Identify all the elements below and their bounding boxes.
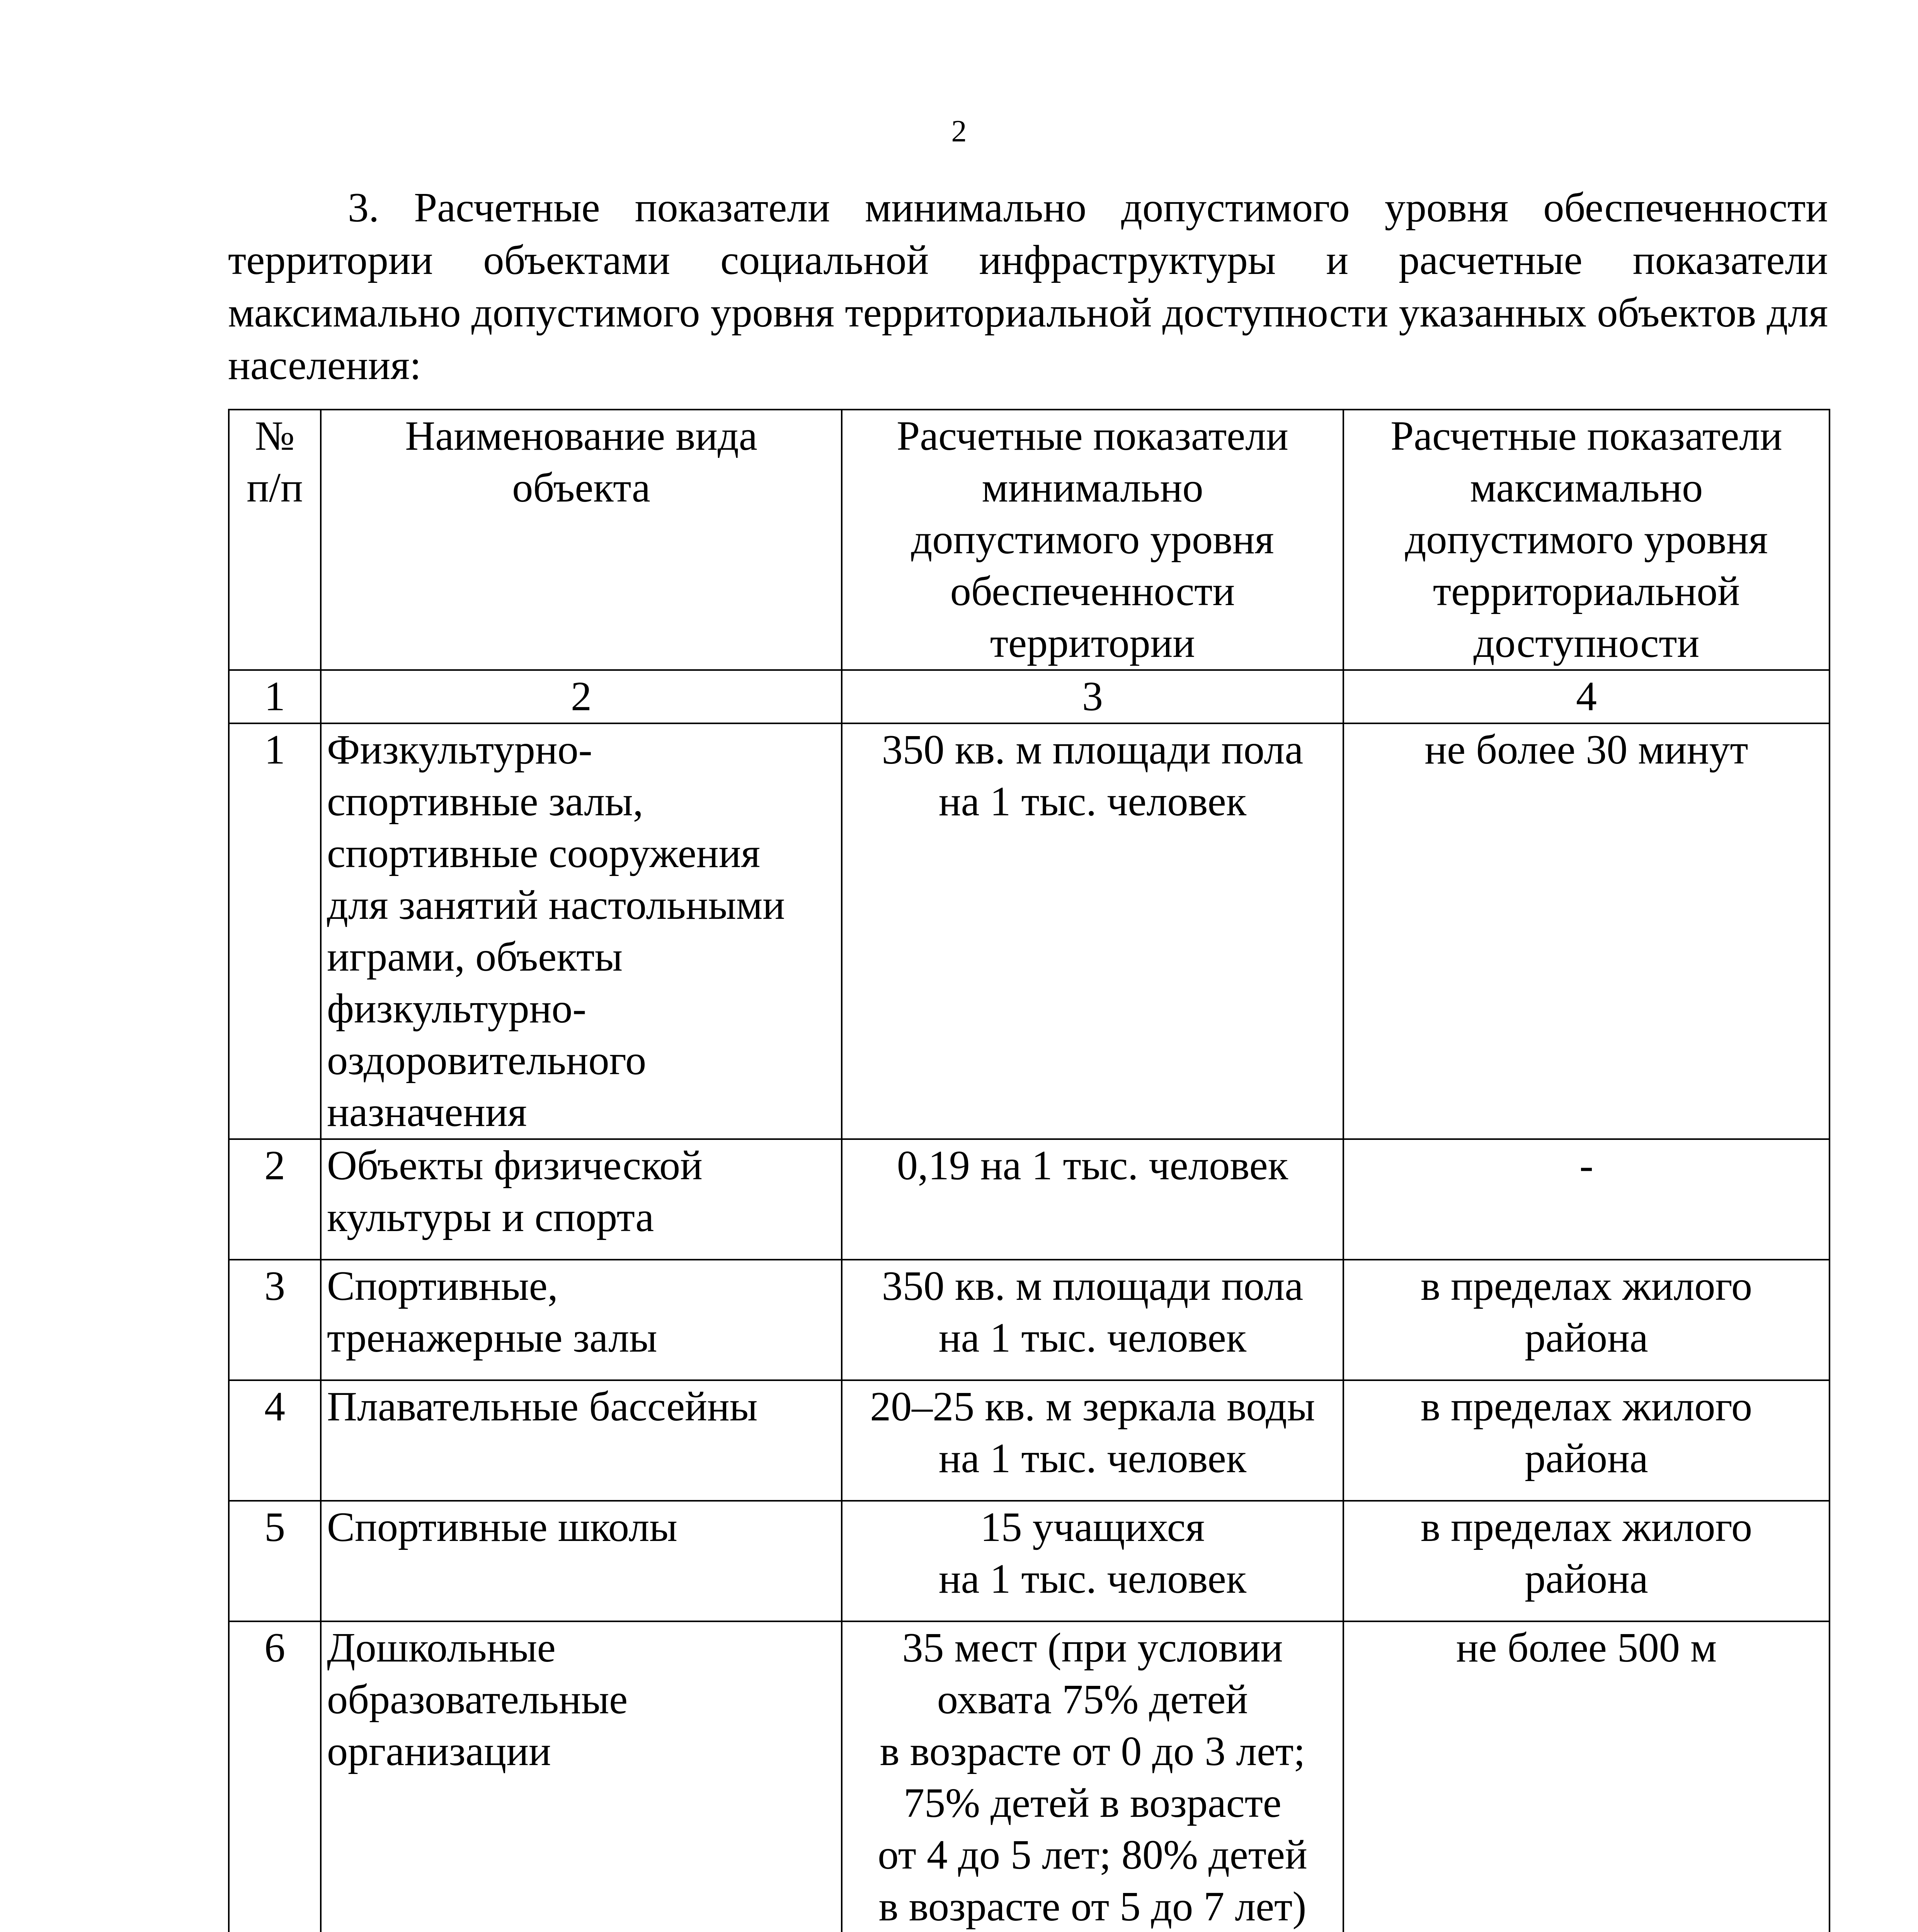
object-type: Плавательные бассейны bbox=[321, 1380, 842, 1501]
header-number: № п/п bbox=[229, 410, 321, 670]
table-row bbox=[229, 1380, 1830, 1501]
table-header-row bbox=[229, 410, 1830, 670]
table-row bbox=[229, 1621, 1830, 1932]
object-type: Физкультурно- спортивные залы, спортивные сооружения для занятий настольными играми, объекты физкультурно- оздоровительного назначения bbox=[321, 723, 842, 1139]
table-row bbox=[229, 1501, 1830, 1621]
object-type: Спортивные, тренажерные залы bbox=[321, 1260, 842, 1380]
min-provision: 35 мест (при условии охвата 75% детей в возрасте от 0 до 3 лет; 75% детей в возрасте от 4 до 5 лет; 80% детей в возрасте от 5 до 7 лет) bbox=[842, 1621, 1343, 1932]
header-max-accessibility: Расчетные показатели максимально допустимого уровня территориальной доступности bbox=[1343, 410, 1830, 670]
max-accessibility: не более 30 минут bbox=[1343, 723, 1830, 1139]
min-provision: 20–25 кв. м зеркала воды на 1 тыс. человек bbox=[842, 1380, 1343, 1501]
max-accessibility: в пределах жилого района bbox=[1343, 1380, 1830, 1501]
max-accessibility: - bbox=[1343, 1139, 1830, 1260]
row-number: 2 bbox=[229, 1139, 321, 1260]
table-row bbox=[229, 1139, 1830, 1260]
column-number: 4 bbox=[1343, 670, 1830, 723]
row-number: 6 bbox=[229, 1621, 321, 1932]
row-number: 3 bbox=[229, 1260, 321, 1380]
min-provision: 350 кв. м площади пола на 1 тыс. человек bbox=[842, 1260, 1343, 1380]
header-min-provision: Расчетные показатели минимально допустимого уровня обеспеченности территории bbox=[842, 410, 1343, 670]
header-object-type: Наименование вида объекта bbox=[321, 410, 842, 670]
min-provision: 350 кв. м площади пола на 1 тыс. человек bbox=[842, 723, 1343, 1139]
table-row bbox=[229, 1260, 1830, 1380]
column-number: 3 bbox=[842, 670, 1343, 723]
max-accessibility: не более 500 м bbox=[1343, 1621, 1830, 1932]
social-infrastructure-table bbox=[228, 409, 1830, 1932]
intro-paragraph: 3. Расчетные показатели минимально допустимого уровня обеспеченности территории объектами социальной инфраструктуры и расчетные показатели максимально допустимого уровня территориальной доступности указанных объектов для населения: bbox=[228, 185, 1828, 388]
column-number: 2 bbox=[321, 670, 842, 723]
max-accessibility: в пределах жилого района bbox=[1343, 1260, 1830, 1380]
object-type: Объекты физической культуры и спорта bbox=[321, 1139, 842, 1260]
column-number-row bbox=[229, 670, 1830, 723]
object-type: Дошкольные образовательные организации bbox=[321, 1621, 842, 1932]
object-type: Спортивные школы bbox=[321, 1501, 842, 1621]
column-number: 1 bbox=[229, 670, 321, 723]
min-provision: 0,19 на 1 тыс. человек bbox=[842, 1139, 1343, 1260]
table-row bbox=[229, 723, 1830, 1139]
max-accessibility: в пределах жилого района bbox=[1343, 1501, 1830, 1621]
row-number: 5 bbox=[229, 1501, 321, 1621]
row-number: 4 bbox=[229, 1380, 321, 1501]
min-provision: 15 учащихся на 1 тыс. человек bbox=[842, 1501, 1343, 1621]
row-number: 1 bbox=[229, 723, 321, 1139]
page-number: 2 bbox=[951, 114, 967, 148]
